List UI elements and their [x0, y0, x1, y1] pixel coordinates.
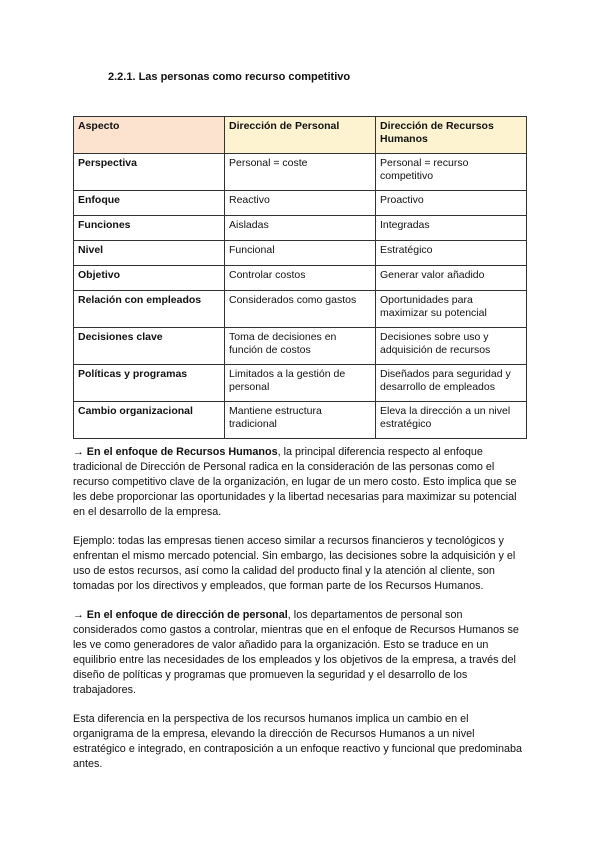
- section-title: 2.2.1. Las personas como recurso competitivo: [108, 71, 351, 83]
- table-row: [74, 191, 527, 216]
- paragraph-lead: → En el enfoque de Recursos Humanos: [73, 446, 278, 458]
- table-cell: Objetivo: [74, 266, 225, 291]
- paragraph: [73, 534, 529, 594]
- comparison-table: [73, 116, 527, 439]
- table-cell: Personal = coste: [225, 154, 376, 191]
- table-cell: Funciones: [74, 216, 225, 241]
- table-cell: Eleva la dirección a un nivel estratégico: [376, 402, 527, 439]
- table-cell: Proactivo: [376, 191, 527, 216]
- header-cell: Dirección de Recursos Humanos: [376, 117, 527, 154]
- table-row: [74, 154, 527, 191]
- body-text: [73, 445, 529, 786]
- table-cell: Decisiones clave: [74, 328, 225, 365]
- table-row: [74, 291, 527, 328]
- paragraph-text: , los departamentos de personal son considerados como gastos a controlar, mientras que en el enfoque de Recursos Humanos se les ve como generadores de valor añadido para la organización. Esto se traduce en un equilibrio entre las necesidades de los empleados y los objetivos de la empresa, a través del diseño de políticas y programas que promueven la seguridad y el desarrollo de los trabajadores.: [73, 609, 519, 696]
- paragraph: [73, 445, 529, 520]
- table-cell: Oportunidades para maximizar su potencial: [376, 291, 527, 328]
- table-cell: Decisiones sobre uso y adquisición de recursos: [376, 328, 527, 365]
- table-row: [74, 328, 527, 365]
- paragraph-text: , la principal diferencia respecto al enfoque tradicional de Dirección de Personal radica en la consideración de las personas como el recurso competitivo clave de la organización, en lugar de un mero costo. Esto implica que se les debe proporcionar las oportunidades y la libertad necesarias para maximizar su potencial en el desarrollo de la empresa.: [73, 446, 517, 518]
- table-row: [74, 402, 527, 439]
- header-cell: Dirección de Personal: [225, 117, 376, 154]
- table-cell: Nivel: [74, 241, 225, 266]
- table-cell: Estratégico: [376, 241, 527, 266]
- table-cell: Limitados a la gestión de personal: [225, 365, 376, 402]
- paragraph-text: Ejemplo: todas las empresas tienen acceso similar a recursos financieros y tecnológicos y enfrentan el mismo mercado potencial. Sin embargo, las decisiones sobre la adquisición y el uso de estos recursos, así como la calidad del producto final y la atención al cliente, son tomadas por los directivos y empleados, que forman parte de los Recursos Humanos.: [73, 535, 516, 592]
- paragraph: [73, 712, 529, 772]
- table-cell: Toma de decisiones en función de costos: [225, 328, 376, 365]
- table-cell: Cambio organizacional: [74, 402, 225, 439]
- table-cell: Generar valor añadido: [376, 266, 527, 291]
- table-row: [74, 365, 527, 402]
- table-cell: Enfoque: [74, 191, 225, 216]
- table-cell: Reactivo: [225, 191, 376, 216]
- table-header-row: [74, 117, 527, 154]
- table-cell: Controlar costos: [225, 266, 376, 291]
- table-row: [74, 241, 527, 266]
- table-cell: Integradas: [376, 216, 527, 241]
- table-cell: Diseñados para seguridad y desarrollo de empleados: [376, 365, 527, 402]
- table-cell: Relación con empleados: [74, 291, 225, 328]
- table-row: [74, 266, 527, 291]
- paragraph: [73, 608, 529, 698]
- paragraph-lead: → En el enfoque de dirección de personal: [73, 609, 288, 621]
- table-cell: Mantiene estructura tradicional: [225, 402, 376, 439]
- table-cell: Personal = recurso competitivo: [376, 154, 527, 191]
- table-cell: Considerados como gastos: [225, 291, 376, 328]
- table-cell: Funcional: [225, 241, 376, 266]
- table-row: [74, 216, 527, 241]
- table-cell: Políticas y programas: [74, 365, 225, 402]
- table-cell: Perspectiva: [74, 154, 225, 191]
- table-cell: Aisladas: [225, 216, 376, 241]
- header-cell: Aspecto: [74, 117, 225, 154]
- paragraph-text: Esta diferencia en la perspectiva de los recursos humanos implica un cambio en el organigrama de la empresa, elevando la dirección de Recursos Humanos a un nivel estratégico e integrado, en contraposición a un enfoque reactivo y funcional que predominaba antes.: [73, 713, 522, 770]
